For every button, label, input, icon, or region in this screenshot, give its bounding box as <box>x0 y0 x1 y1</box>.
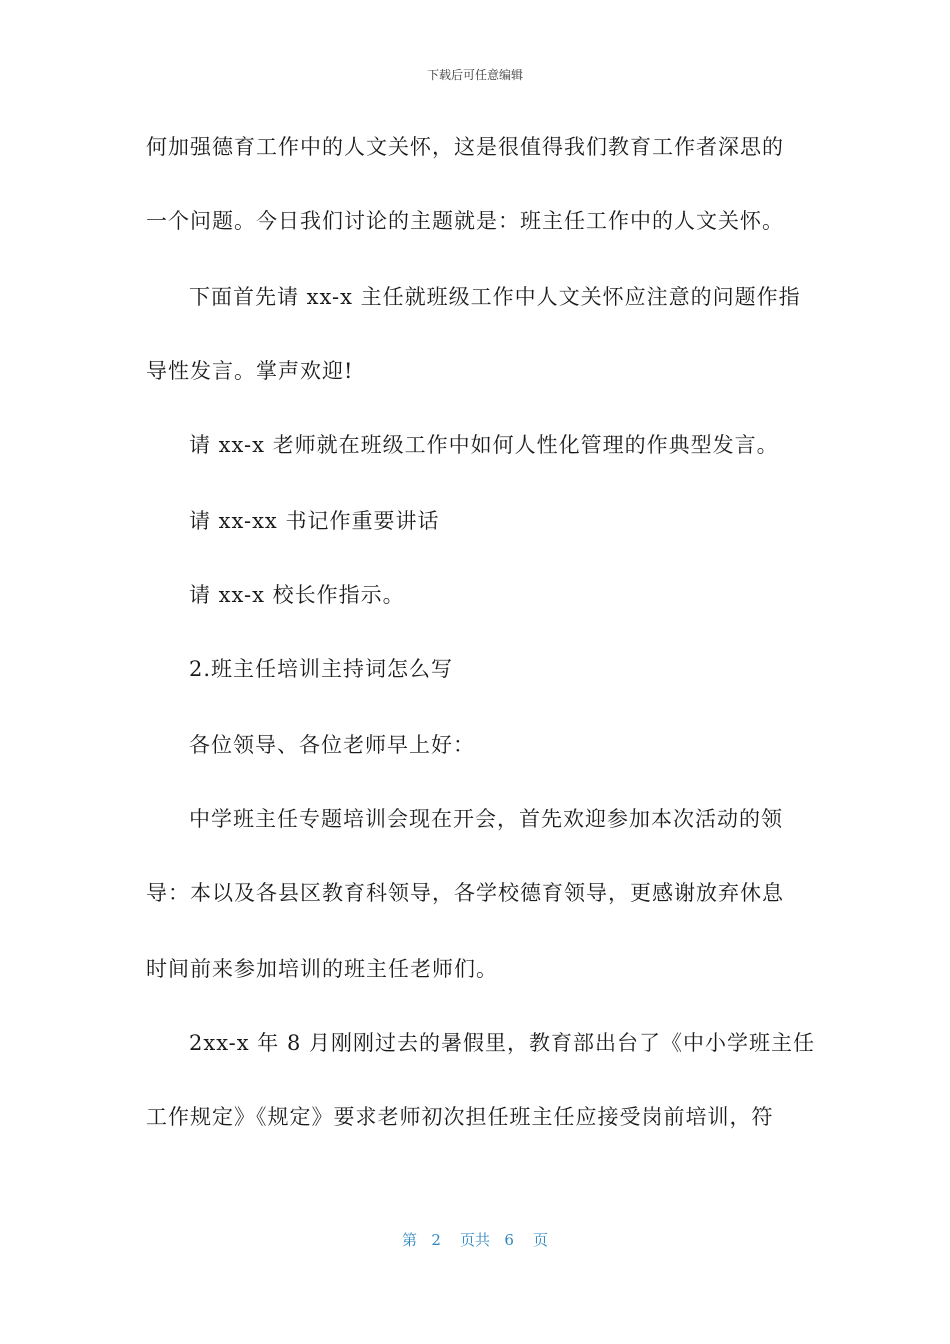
text-line: 一个问题。今日我们讨论的主题就是：班主任工作中的人文关怀。 <box>146 209 784 233</box>
text-line: 请 xx-x 老师就在班级工作中如何人性化管理的作典型发言。 <box>189 433 779 457</box>
text-line: 请 xx-x 校长作指示。 <box>189 583 405 607</box>
page-header: 下载后可任意编辑 <box>426 68 523 82</box>
text-line: 下面首先请 xx-x 主任就班级工作中人文关怀应注意的问题作指 <box>189 285 801 309</box>
text-line: 何加强德育工作中的人文关怀，这是很值得我们教育工作者深思的 <box>146 135 784 159</box>
section-heading: 2.班主任培训主持词怎么写 <box>189 657 454 681</box>
footer-suffix: 页 <box>532 1231 548 1249</box>
text-line: 2xx-x 年 8 月刚刚过去的暑假里，教育部出台了《中小学班主任 <box>189 1031 816 1055</box>
footer-prefix: 第 <box>402 1231 418 1249</box>
footer-middle: 页共 <box>459 1231 490 1249</box>
text-line: 各位领导、各位老师早上好： <box>189 733 475 757</box>
text-line: 导：本以及各县区教育科领导，各学校德育领导，更感谢放弃休息 <box>146 881 784 905</box>
text-line: 时间前来参加培训的班主任老师们。 <box>146 957 498 981</box>
text-line: 导性发言。掌声欢迎! <box>146 359 354 383</box>
text-line: 中学班主任专题培训会现在开会，首先欢迎参加本次活动的领 <box>189 807 783 831</box>
text-line: 工作规定》《规定》要求老师初次担任班主任应接受岗前培训，符 <box>146 1105 774 1129</box>
current-page-number: 2 <box>431 1231 441 1249</box>
page-footer <box>0 1229 950 1250</box>
text-line: 请 xx-xx 书记作重要讲话 <box>189 509 440 533</box>
total-pages-number: 6 <box>504 1231 514 1249</box>
